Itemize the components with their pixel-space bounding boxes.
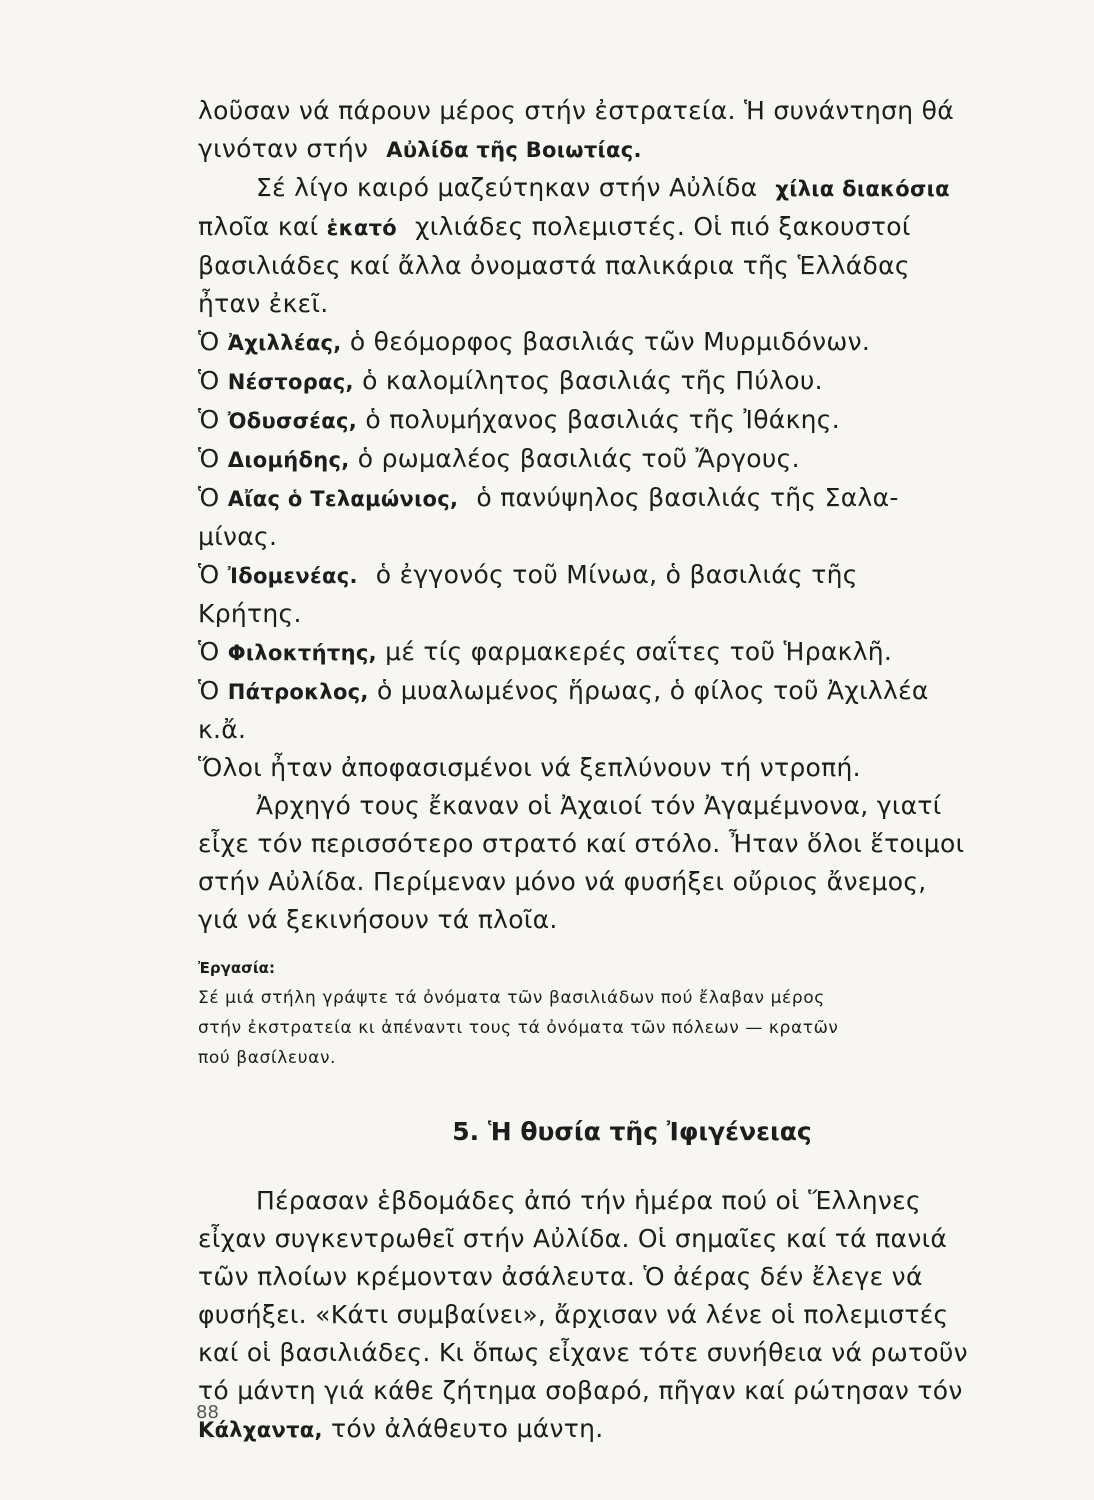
hero-line-cont: μίνας.: [198, 522, 278, 551]
hero-line: Ὁ Ἀχιλλέας, ὁ θεόμορφος βασιλιάς τῶν Μυρμιδόνων.: [198, 327, 871, 356]
bold-phrase: Αὐλίδα τῆς Βοιωτίας.: [386, 138, 642, 162]
task-label: Ἐργασία:: [198, 959, 275, 977]
task-line: πού βασίλευαν.: [198, 1048, 337, 1068]
text-line: Κάλχαντα, τόν ἀλάθευτο μάντη.: [198, 1414, 604, 1443]
hero-line: Ὁ Πάτροκλος, ὁ μυαλωμένος ἥρωας, ὁ φίλος τοῦ Ἀχιλλέα: [198, 676, 929, 705]
hero-name: Φιλοκτήτης,: [227, 641, 377, 665]
hero-line: Ὁ Νέστορας, ὁ καλομίλητος βασιλιάς τῆς Πύλου.: [198, 366, 823, 395]
hero-name: Ἀχιλλέας,: [227, 331, 342, 355]
hero-name: Αἴας ὁ Τελαμώνιος,: [227, 487, 459, 511]
text-line: γιά νά ξεκινήσουν τά πλοῖα.: [198, 905, 558, 934]
hero-line: Ὁ Διομήδης, ὁ ρωμαλέος βασιλιάς τοῦ Ἄργους.: [198, 444, 800, 473]
text-line: λοῦσαν νά πάρουν μέρος στήν ἐστρατεία. Ἡ συνάντηση θά: [198, 96, 955, 125]
text-line: τό μάντη γιά κάθε ζήτημα σοβαρό, πῆγαν καί ρώτησαν τόν: [198, 1376, 963, 1405]
bold-phrase: Κάλχαντα,: [198, 1418, 323, 1442]
hero-name: Νέστορας,: [227, 370, 354, 394]
text-line: βασιλιάδες καί ἄλλα ὀνομαστά παλικάρια τῆς Ἑλλάδας: [198, 251, 910, 280]
page-number: 88: [196, 1402, 219, 1423]
text-line: Πέρασαν ἑβδομάδες ἀπό τήν ἡμέρα πού οἱ Ἕλληνες: [256, 1186, 921, 1215]
bold-phrase: ἑκατό: [326, 216, 398, 240]
text-line: τῶν πλοίων κρέμονταν ἀσάλευτα. Ὁ ἀέρας δέν ἔλεγε νά: [198, 1262, 923, 1291]
hero-line: Ὁ Ἰδομενέας. ὁ ἐγγονός τοῦ Μίνωα, ὁ βασιλιάς τῆς: [198, 560, 858, 589]
hero-name: Πάτροκλος,: [227, 680, 369, 704]
section-heading: 5. Ἡ θυσία τῆς Ἰφιγένειας: [452, 1117, 812, 1146]
text-line: εἶχαν συγκεντρωθεῖ στήν Αὐλίδα. Οἱ σημαῖες καί τά πανιά: [198, 1224, 948, 1253]
text-line: ἦταν ἐκεῖ.: [198, 289, 329, 318]
text-line: γινόταν στήν Αὐλίδα τῆς Βοιωτίας.: [198, 134, 642, 163]
task-line: Σέ μιά στήλη γράψτε τά ὀνόματα τῶν βασιλιάδων πού ἔλαβαν μέρος: [198, 988, 825, 1008]
hero-name: Διομήδης,: [227, 448, 350, 472]
hero-line: Ὁ Ὀδυσσέας, ὁ πολυμήχανος βασιλιάς τῆς Ἰθάκης.: [198, 405, 840, 434]
text-line: στήν Αὐλίδα. Περίμεναν μόνο νά φυσήξει οὔριος ἄνεμος,: [198, 867, 927, 896]
hero-line-cont: κ.ἄ.: [198, 715, 247, 744]
hero-line-cont: Κρήτης.: [198, 599, 302, 628]
task-line: στήν ἐκστρατεία κι ἀπέναντι τους τά ὀνόματα τῶν πόλεων — κρατῶν: [198, 1018, 839, 1038]
text-line: φυσήξει. «Κάτι συμβαίνει», ἄρχισαν νά λένε οἱ πολεμιστές: [198, 1300, 949, 1329]
text-line: εἶχε τόν περισσότερο στρατό καί στόλο. Ἦταν ὅλοι ἕτοιμοι: [198, 829, 965, 858]
bold-phrase: χίλια διακόσια: [775, 177, 950, 201]
hero-line: Ὁ Αἴας ὁ Τελαμώνιος, ὁ πανύψηλος βασιλιάς τῆς Σαλα-: [198, 483, 899, 512]
text-line: Ἀρχηγό τους ἔκαναν οἱ Ἀχαιοί τόν Ἀγαμέμνονα, γιατί: [256, 791, 942, 820]
text-line: καί οἱ βασιλιάδες. Κι ὅπως εἶχανε τότε συνήθεια νά ρωτοῦν: [198, 1338, 968, 1367]
text-line: Ὅλοι ἦταν ἀποφασισμένοι νά ξεπλύνουν τή ντροπή.: [198, 753, 861, 782]
page-content: [198, 92, 1046, 1449]
hero-name: Ἰδομενέας.: [227, 564, 358, 588]
text-line: Σέ λίγο καιρό μαζεύτηκαν στήν Αὐλίδα χίλια διακόσια: [256, 173, 950, 202]
hero-name: Ὀδυσσέας,: [227, 409, 358, 433]
text-line: πλοῖα καί ἑκατό χιλιάδες πολεμιστές. Οἱ πιό ξακουστοί: [198, 212, 911, 241]
hero-line: Ὁ Φιλοκτήτης, μέ τίς φαρμακερές σαΐτες τοῦ Ἡρακλῆ.: [198, 637, 893, 666]
